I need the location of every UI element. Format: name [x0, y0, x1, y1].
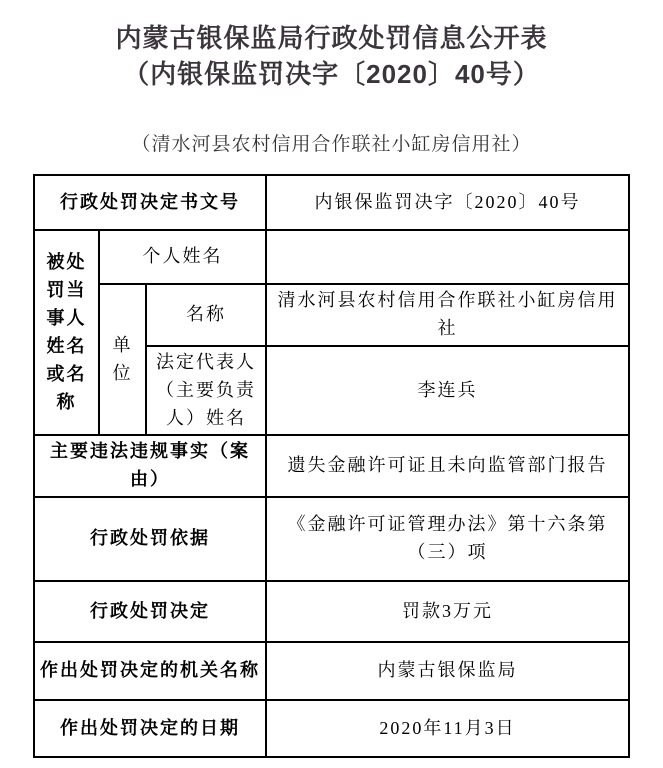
doc-number-value: 内银保监罚决字〔2020〕40号	[266, 175, 629, 230]
table-row-decision	[34, 581, 629, 642]
unit-name-label: 名称	[146, 284, 266, 346]
document-title-line1: 内蒙古银保监局行政处罚信息公开表	[115, 23, 548, 53]
personal-name-value	[266, 230, 629, 284]
table-row-violation	[34, 435, 629, 497]
unit-name-value: 清水河县农村信用合作联社小缸房信用社	[266, 284, 629, 346]
legal-rep-value: 李连兵	[266, 346, 629, 436]
table-row-doc-number	[34, 175, 629, 230]
basis-value: 《金融许可证管理办法》第十六条第（三）项	[266, 497, 629, 581]
doc-number-label: 行政处罚决定书文号	[34, 175, 266, 230]
date-value: 2020年11月3日	[266, 700, 629, 757]
table-row-personal-name	[34, 230, 629, 284]
document-title	[0, 0, 663, 92]
table-row-basis	[34, 497, 629, 581]
date-label: 作出处罚决定的日期	[34, 700, 266, 757]
party-group-label-cell	[34, 230, 99, 435]
unit-label: 单位	[99, 284, 146, 435]
table-row-unit-name	[34, 284, 629, 346]
violation-value: 遗失金融许可证且未向监管部门报告	[266, 435, 629, 497]
decision-label: 行政处罚决定	[34, 581, 266, 642]
decision-value: 罚款3万元	[266, 581, 629, 642]
violation-label: 主要违法违规事实（案由）	[34, 435, 266, 497]
table-row-date	[34, 700, 629, 757]
personal-name-label: 个人姓名	[99, 230, 266, 284]
authority-value: 内蒙古银保监局	[266, 642, 629, 700]
basis-label: 行政处罚依据	[34, 497, 266, 581]
document-subtitle: （清水河县农村信用合作联社小缸房信用社）	[131, 134, 532, 155]
penalty-info-table	[33, 174, 630, 758]
table-row-authority	[34, 642, 629, 700]
legal-rep-label: 法定代表人（主要负责人）姓名	[146, 346, 266, 436]
document-title-line2: （内银保监罚决字〔2020〕40号）	[123, 59, 540, 89]
authority-label: 作出处罚决定的机关名称	[34, 642, 266, 700]
party-group-label: 被处罚当事人姓名或名称	[46, 252, 87, 412]
